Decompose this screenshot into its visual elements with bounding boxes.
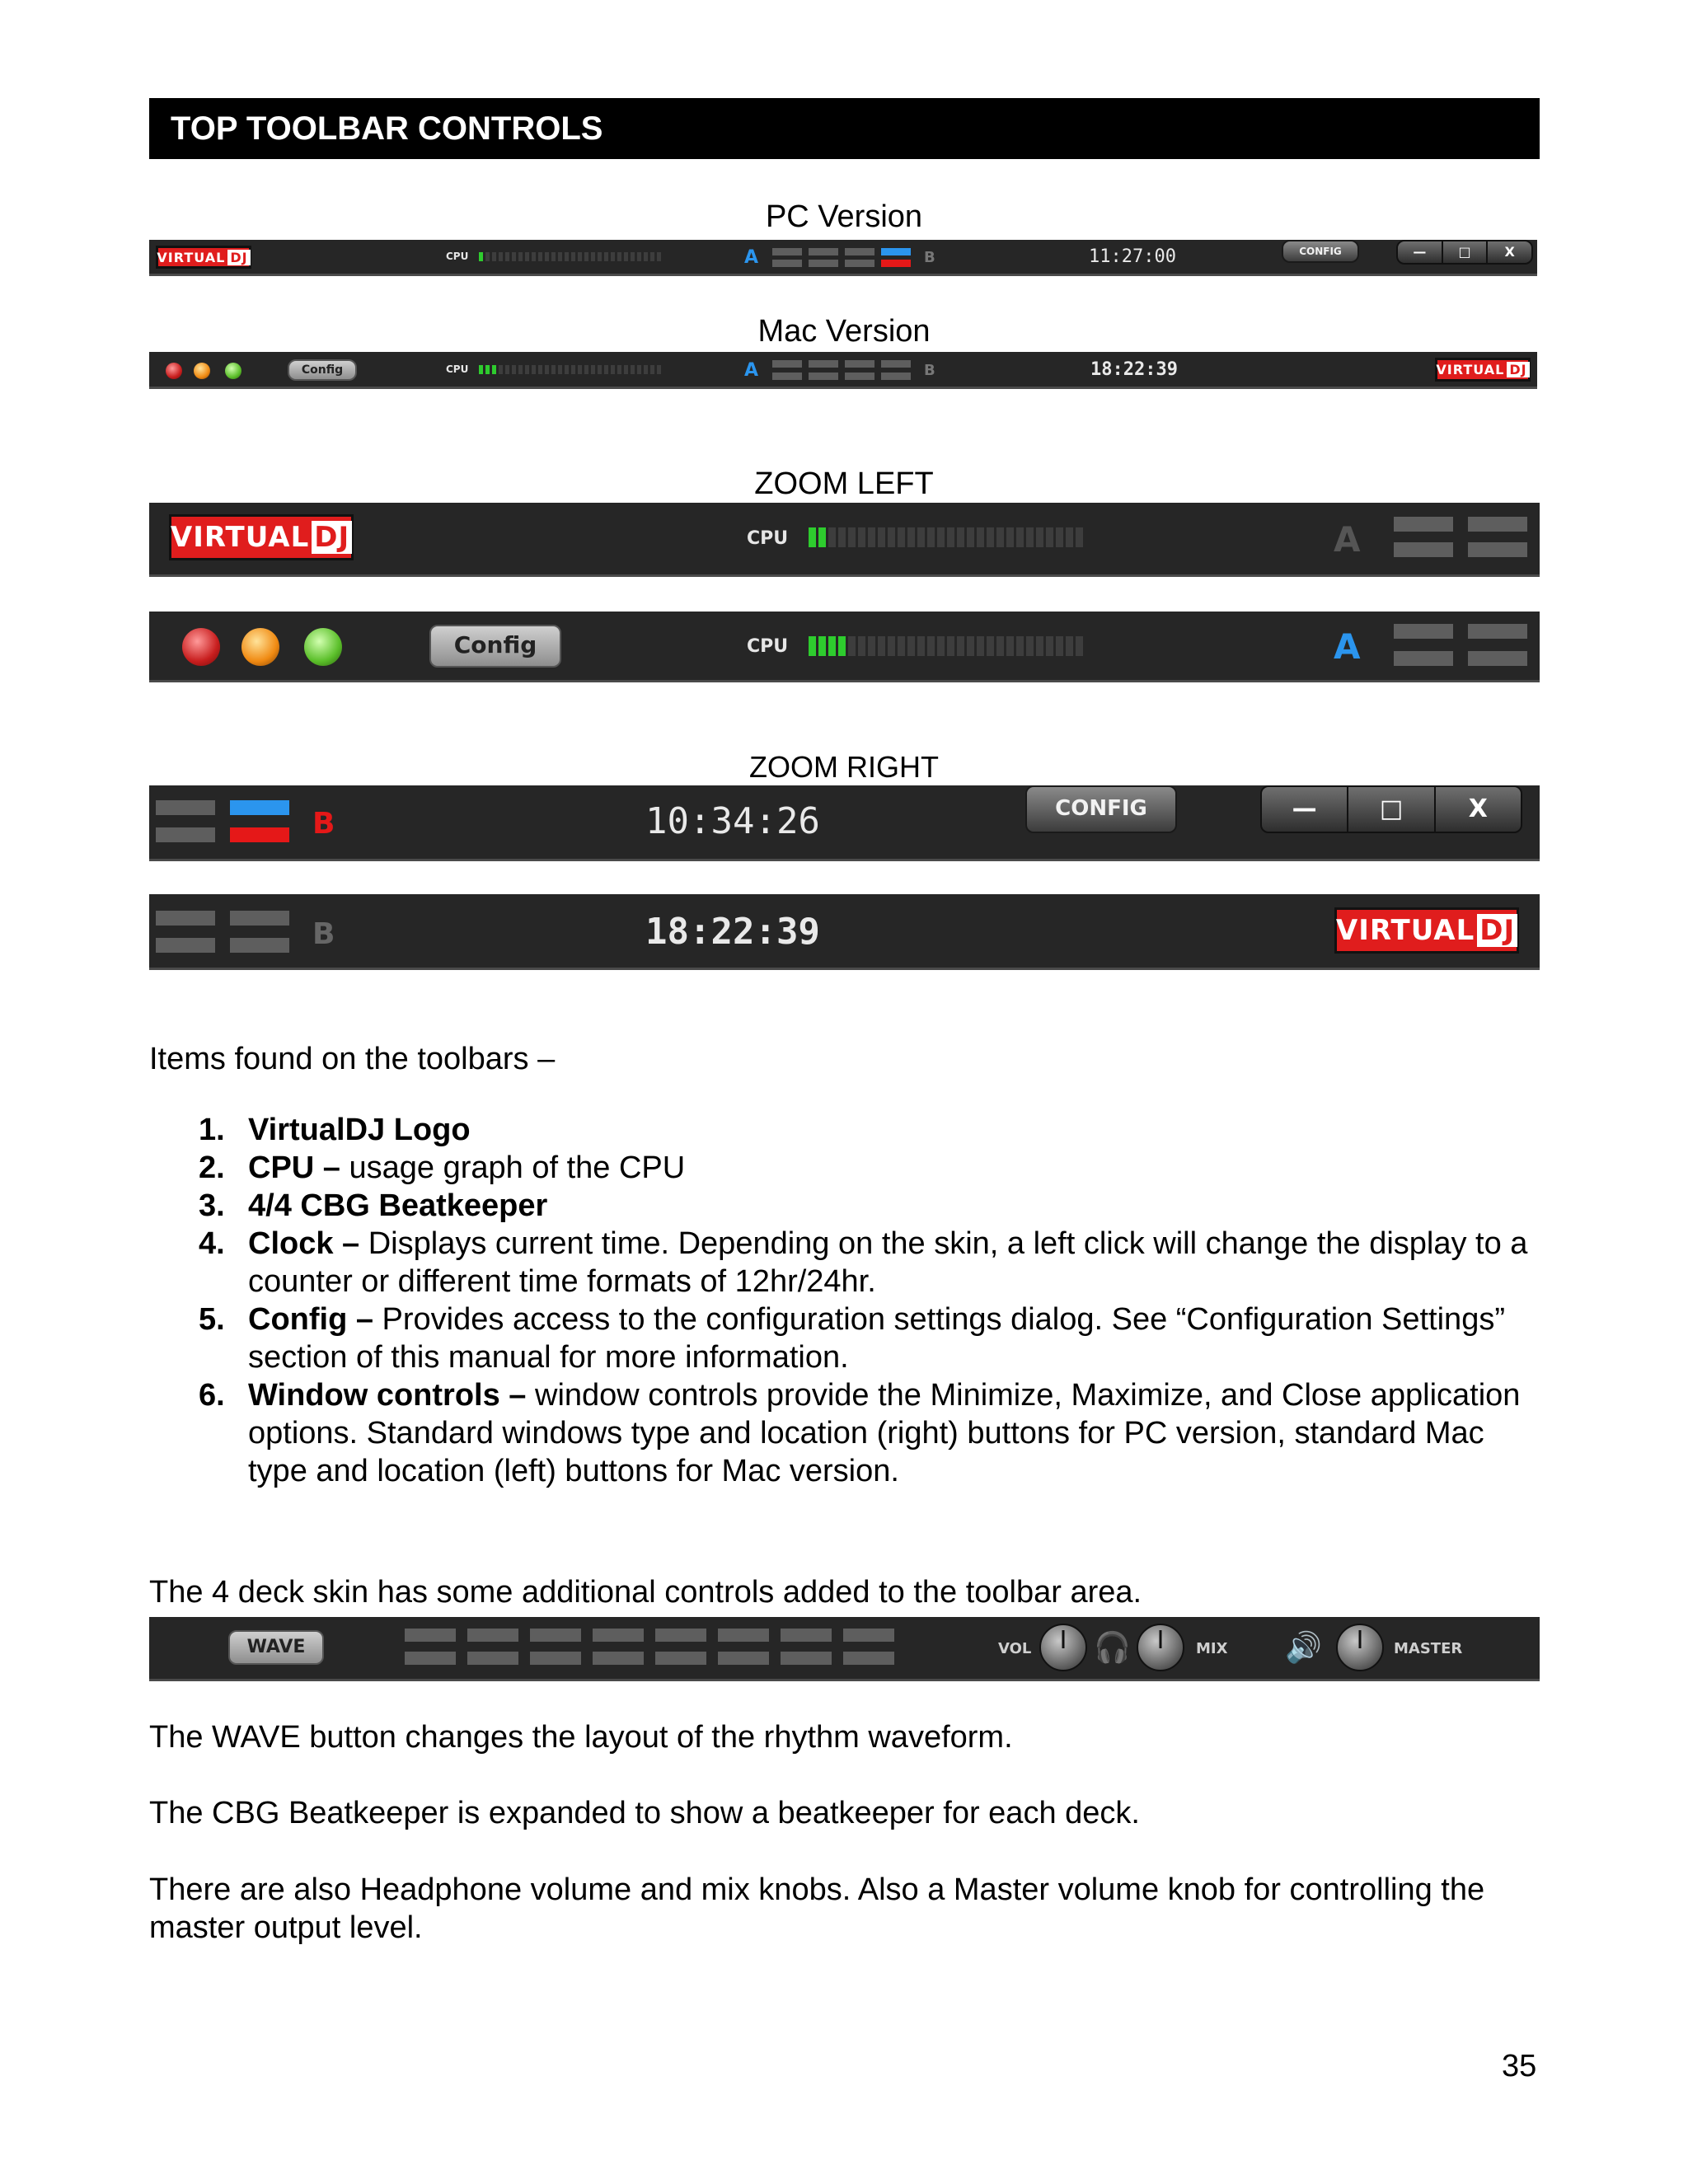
virtualdj-logo: VIRTUAL DJ xyxy=(169,514,354,560)
cpu-meter-segment xyxy=(957,527,964,547)
cpu-meter-segment xyxy=(611,365,615,374)
cpu-meter-segment xyxy=(631,252,635,261)
item-term: VirtualDJ Logo xyxy=(248,1113,471,1147)
close-button[interactable]: X xyxy=(1468,794,1488,823)
deck-a-indicator: A xyxy=(1334,626,1361,667)
cpu-meter-segment xyxy=(578,252,582,261)
cpu-meter-segment xyxy=(937,527,945,547)
cpu-meter-segment xyxy=(1056,636,1063,656)
deck-a-indicator: A xyxy=(744,360,759,381)
item-description: Provides access to the configuration settings dialog. See “Configuration Settings” section of this manual for more information. xyxy=(248,1302,1505,1375)
config-button[interactable]: CONFIG xyxy=(1282,240,1359,263)
beatkeeper-segment xyxy=(593,1652,644,1665)
section-title: TOP TOOLBAR CONTROLS xyxy=(149,98,1540,159)
cpu-meter-segment xyxy=(1016,636,1024,656)
cpu-meter-segment xyxy=(512,252,516,261)
cpu-meter-segment xyxy=(888,527,895,547)
beatkeeper-segment xyxy=(156,827,215,842)
beatkeeper-segment xyxy=(881,360,911,368)
beatkeeper-segment-active xyxy=(230,827,289,842)
cpu-meter-segment xyxy=(898,527,905,547)
cpu-meter-segment xyxy=(525,252,529,261)
deck-b-indicator: B xyxy=(924,249,935,266)
deck-b-indicator: B xyxy=(312,807,335,841)
beatkeeper-segment xyxy=(1394,624,1453,639)
cpu-meter-segment xyxy=(1066,636,1073,656)
cpu-meter-segment xyxy=(937,636,945,656)
cpu-meter-segment xyxy=(631,365,635,374)
zoom-right-pc-toolbar xyxy=(149,785,1540,861)
cpu-meter-segment xyxy=(848,636,856,656)
clock[interactable]: 18:22:39 xyxy=(1090,359,1178,380)
item-description: window controls provide the Minimize, Maximize, and Close application options. Standard windows type and location (right) buttons for PC version, standard Mac type and location (left) buttons for Mac version. xyxy=(248,1378,1521,1488)
deck-a-indicator: A xyxy=(744,247,759,268)
cpu-meter-segment xyxy=(927,636,935,656)
beatkeeper-segment xyxy=(772,248,802,255)
cpu-meter-segment xyxy=(479,252,483,261)
beatkeeper-segment xyxy=(467,1629,518,1642)
cpu-meter-segment xyxy=(1036,636,1043,656)
cpu-label: CPU xyxy=(747,636,789,657)
items-intro: Items found on the toolbars – xyxy=(149,1042,556,1076)
item-description: Displays current time. Depending on the skin, a left click will change the display to a counter or different time formats of 12hr/24hr. xyxy=(248,1226,1528,1299)
cpu-meter-segment xyxy=(571,252,575,261)
beatkeeper-segment xyxy=(772,373,802,380)
mix-knob[interactable] xyxy=(1137,1624,1184,1671)
cpu-meter-segment xyxy=(485,252,490,261)
beatkeeper-segment xyxy=(230,938,289,953)
beatkeeper-segment xyxy=(718,1652,769,1665)
cpu-meter-segment xyxy=(518,365,523,374)
cpu-meter-segment xyxy=(888,636,895,656)
zoom-left-mac-toolbar xyxy=(149,612,1540,682)
deck-b-indicator: B xyxy=(312,917,335,951)
page-number: 35 xyxy=(1502,2049,1537,2083)
item-number: 5. xyxy=(199,1302,225,1337)
beatkeeper-segment xyxy=(843,1629,894,1642)
cpu-meter-segment xyxy=(545,365,549,374)
window-controls xyxy=(1396,240,1533,265)
minimize-button[interactable]: — xyxy=(1262,787,1348,832)
list-item xyxy=(149,1225,1542,1301)
item-description: usage graph of the CPU xyxy=(340,1151,686,1185)
cpu-meter-segment xyxy=(551,252,556,261)
list-item xyxy=(149,1187,1542,1225)
cpu-meter-segment xyxy=(611,252,615,261)
cpu-meter xyxy=(809,527,1083,547)
maximize-button[interactable]: □ xyxy=(1348,787,1435,832)
cpu-meter-segment xyxy=(1046,636,1053,656)
cpu-meter-segment xyxy=(868,527,875,547)
beatkeeper-segment xyxy=(530,1652,581,1665)
beatkeeper-segment xyxy=(593,1629,644,1642)
item-number: 1. xyxy=(199,1113,225,1147)
cpu-label: CPU xyxy=(747,528,789,549)
list-item xyxy=(149,1376,1542,1490)
cpu-meter-segment xyxy=(598,365,602,374)
beatkeeper-segment xyxy=(781,1652,832,1665)
cpu-meter-segment xyxy=(657,365,661,374)
cpu-meter-segment xyxy=(907,636,915,656)
cpu-meter-segment xyxy=(1006,636,1014,656)
deck-a-indicator: A xyxy=(1334,519,1361,560)
cpu-meter-segment xyxy=(578,365,582,374)
cpu-meter-segment xyxy=(1026,636,1034,656)
master-label: MASTER xyxy=(1394,1640,1463,1657)
clock[interactable]: 10:34:26 xyxy=(645,800,820,842)
cpu-meter-segment xyxy=(977,527,984,547)
beatkeeper-segment xyxy=(156,911,215,926)
cpu-meter-segment xyxy=(565,365,569,374)
cpu-meter-segment xyxy=(987,527,994,547)
cpu-meter-segment xyxy=(1046,527,1053,547)
item-term: Window controls – xyxy=(248,1378,527,1413)
cpu-meter-segment xyxy=(512,365,516,374)
cpu-meter-segment xyxy=(558,365,562,374)
cpu-meter-segment xyxy=(838,527,846,547)
cpu-meter-segment xyxy=(1036,527,1043,547)
beatkeeper-segment xyxy=(655,1629,706,1642)
knobs-paragraph: There are also Headphone volume and mix knobs. Also a Master volume knob for controlling the master output level. xyxy=(149,1872,1485,1945)
beatkeeper-segment xyxy=(845,260,874,267)
beatkeeper-segment xyxy=(845,248,874,255)
cpu-meter-segment xyxy=(584,365,588,374)
cpu-meter-segment xyxy=(565,252,569,261)
mac-toolbar xyxy=(149,352,1537,389)
window-controls xyxy=(1260,785,1522,833)
beatkeeper-segment xyxy=(405,1629,456,1642)
minimize-dot-icon[interactable] xyxy=(241,628,279,666)
cpu-meter-segment xyxy=(637,365,641,374)
beatkeeper-segment xyxy=(845,360,874,368)
config-button[interactable]: CONFIG xyxy=(1025,785,1177,833)
beatkeeper-segment xyxy=(781,1629,832,1642)
cpu-label: CPU xyxy=(446,251,469,262)
item-number: 2. xyxy=(199,1151,225,1185)
cpu-meter-segment xyxy=(917,527,925,547)
beatkeeper-segment xyxy=(845,373,874,380)
virtualdj-logo: VIRTUAL DJ xyxy=(156,246,251,269)
cpu-meter-segment xyxy=(848,527,856,547)
virtualdj-logo: VIRTUAL DJ xyxy=(1334,907,1519,954)
cpu-meter xyxy=(809,636,1083,656)
beatkeeper-segment xyxy=(405,1652,456,1665)
beatkeeper-segment xyxy=(772,260,802,267)
beatkeeper-segment xyxy=(809,248,838,255)
cpu-meter-segment xyxy=(591,252,595,261)
cpu-meter-segment xyxy=(604,365,608,374)
wave-paragraph: The WAVE button changes the layout of the rhythm waveform. xyxy=(149,1720,1013,1755)
beatkeeper-segment xyxy=(1394,517,1453,532)
item-term: 4/4 CBG Beatkeeper xyxy=(248,1188,548,1223)
headphones-icon: 🎧 xyxy=(1094,1631,1131,1665)
cpu-meter-segment xyxy=(492,365,496,374)
clock[interactable]: 18:22:39 xyxy=(645,911,820,953)
beatkeeper-segment xyxy=(1468,542,1527,557)
cpu-meter-segment xyxy=(499,252,503,261)
cpu-meter-segment xyxy=(571,365,575,374)
clock[interactable]: 11:27:00 xyxy=(1089,246,1176,267)
cpu-meter-segment xyxy=(558,252,562,261)
speaker-icon: 🔊 xyxy=(1285,1631,1322,1665)
cpu-label: CPU xyxy=(446,363,469,375)
cpu-meter-segment xyxy=(505,252,509,261)
close-dot-icon[interactable] xyxy=(182,628,220,666)
zoom-right-mac-toolbar xyxy=(149,894,1540,970)
beatkeeper-segment xyxy=(809,360,838,368)
item-number: 4. xyxy=(199,1226,225,1261)
master-volume-knob[interactable] xyxy=(1336,1624,1384,1671)
beatkeeper-segment xyxy=(843,1652,894,1665)
cpu-meter-segment xyxy=(604,252,608,261)
deck-b-indicator: B xyxy=(924,362,935,379)
virtualdj-logo: VIRTUAL DJ xyxy=(1435,358,1531,382)
cpu-meter-segment xyxy=(518,252,523,261)
list-item xyxy=(149,1111,1542,1149)
cpu-meter-segment xyxy=(996,636,1004,656)
cpu-meter-segment xyxy=(624,365,628,374)
cpu-meter-segment xyxy=(967,527,974,547)
cpu-meter-segment xyxy=(617,365,621,374)
beatkeeper-segment xyxy=(718,1629,769,1642)
cpu-meter-segment xyxy=(644,252,648,261)
items-list xyxy=(149,1111,1542,1490)
cpu-meter-segment xyxy=(505,365,509,374)
zoom-left-pc-toolbar xyxy=(149,503,1540,577)
cpu-meter-segment xyxy=(485,365,490,374)
cpu-meter-segment xyxy=(996,527,1004,547)
cpu-meter-segment xyxy=(818,636,826,656)
beatkeeper-segment xyxy=(881,373,911,380)
close-button[interactable]: X xyxy=(1504,244,1515,260)
cpu-meter-segment xyxy=(1076,636,1083,656)
cpu-meter-segment xyxy=(838,636,846,656)
cpu-meter-segment xyxy=(657,252,661,261)
list-item xyxy=(149,1149,1542,1187)
cpu-meter-segment xyxy=(1006,527,1014,547)
list-item xyxy=(149,1301,1542,1376)
caption-zoom-left: ZOOM LEFT xyxy=(754,466,934,501)
beatkeeper-segment xyxy=(156,938,215,953)
beatkeeper-segment xyxy=(1394,651,1453,666)
beatkeeper-segment xyxy=(1468,651,1527,666)
item-number: 3. xyxy=(199,1188,225,1223)
cpu-meter-segment xyxy=(967,636,974,656)
cpu-meter-segment xyxy=(907,527,915,547)
cpu-meter-segment xyxy=(598,252,602,261)
cpu-meter-segment xyxy=(957,636,964,656)
cpu-meter-segment xyxy=(538,252,542,261)
mix-label: MIX xyxy=(1196,1640,1228,1657)
cpu-meter-segment xyxy=(828,636,836,656)
beatkeeper-segment xyxy=(1468,624,1527,639)
cpu-meter-segment xyxy=(551,365,556,374)
cpu-meter-segment xyxy=(532,365,536,374)
config-button[interactable]: Config xyxy=(288,359,357,381)
cpu-meter-segment xyxy=(584,252,588,261)
cpu-meter-segment xyxy=(947,636,954,656)
beatkeeper-segment xyxy=(809,373,838,380)
cpu-meter-segment xyxy=(479,365,483,374)
cpu-meter-segment xyxy=(1076,527,1083,547)
beatkeeper-segment xyxy=(655,1652,706,1665)
pc-toolbar xyxy=(149,240,1537,276)
cpu-meter xyxy=(479,252,661,261)
cpu-meter-segment xyxy=(809,636,816,656)
wave-button[interactable]: WAVE xyxy=(228,1630,324,1665)
item-number: 6. xyxy=(199,1378,225,1413)
beatkeeper-segment-active xyxy=(881,260,911,267)
cpu-meter xyxy=(479,365,661,374)
cpu-meter-segment xyxy=(818,527,826,547)
four-deck-toolbar xyxy=(149,1617,1540,1681)
cpu-meter-segment xyxy=(644,365,648,374)
cpu-meter-segment xyxy=(947,527,954,547)
cpu-meter-segment xyxy=(809,527,816,547)
cpu-meter-segment xyxy=(525,365,529,374)
headphone-volume-knob[interactable] xyxy=(1039,1624,1087,1671)
vol-label: VOL xyxy=(998,1640,1032,1657)
cpu-meter-segment xyxy=(1056,527,1063,547)
cpu-meter-segment xyxy=(1016,527,1024,547)
cpu-meter-segment xyxy=(917,636,925,656)
beatkeeper-segment xyxy=(230,911,289,926)
close-dot-icon[interactable] xyxy=(166,363,182,379)
cpu-meter-segment xyxy=(858,636,865,656)
caption-mac-version: Mac Version xyxy=(757,314,931,349)
zoom-dot-icon[interactable] xyxy=(225,363,241,379)
cpu-meter-segment xyxy=(977,636,984,656)
cpu-meter-segment xyxy=(828,527,836,547)
beatkeeper-segment-active xyxy=(881,248,911,255)
cpu-meter-segment xyxy=(898,636,905,656)
beatkeeper-segment xyxy=(530,1629,581,1642)
zoom-dot-icon[interactable] xyxy=(304,628,342,666)
cpu-meter-segment xyxy=(987,636,994,656)
beatkeeper-segment-active xyxy=(230,800,289,815)
beatkeeper-segment xyxy=(1468,517,1527,532)
four-deck-intro: The 4 deck skin has some additional controls added to the toolbar area. xyxy=(149,1575,1142,1610)
cpu-meter-segment xyxy=(624,252,628,261)
beatkeeper-segment xyxy=(772,360,802,368)
beatkeeper-segment xyxy=(809,260,838,267)
cpu-meter-segment xyxy=(650,252,654,261)
item-term: CPU – xyxy=(248,1151,340,1185)
beatkeeper-segment xyxy=(1394,542,1453,557)
cpu-meter-segment xyxy=(538,365,542,374)
cpu-meter-segment xyxy=(591,365,595,374)
config-button[interactable]: Config xyxy=(429,625,561,668)
minimize-button[interactable]: — xyxy=(1398,241,1443,263)
beatkeeper-segment xyxy=(156,800,215,815)
minimize-dot-icon[interactable] xyxy=(194,363,210,379)
item-term: Clock – xyxy=(248,1226,360,1261)
cpu-meter-segment xyxy=(878,636,885,656)
maximize-button[interactable]: □ xyxy=(1443,241,1489,263)
cpu-meter-segment xyxy=(868,636,875,656)
cpu-meter-segment xyxy=(878,527,885,547)
cpu-meter-segment xyxy=(492,252,496,261)
cpu-meter-segment xyxy=(545,252,549,261)
cbg-paragraph: The CBG Beatkeeper is expanded to show a beatkeeper for each deck. xyxy=(149,1796,1140,1830)
cpu-meter-segment xyxy=(927,527,935,547)
cpu-meter-segment xyxy=(1026,527,1034,547)
cpu-meter-segment xyxy=(617,252,621,261)
cpu-meter-segment xyxy=(499,365,503,374)
cpu-meter-segment xyxy=(650,365,654,374)
cpu-meter-segment xyxy=(1066,527,1073,547)
cpu-meter-segment xyxy=(637,252,641,261)
cpu-meter-segment xyxy=(858,527,865,547)
beatkeeper-segment xyxy=(467,1652,518,1665)
cpu-meter-segment xyxy=(532,252,536,261)
caption-zoom-right: ZOOM RIGHT xyxy=(749,750,939,784)
caption-pc-version: PC Version xyxy=(765,199,923,234)
item-term: Config – xyxy=(248,1302,373,1337)
